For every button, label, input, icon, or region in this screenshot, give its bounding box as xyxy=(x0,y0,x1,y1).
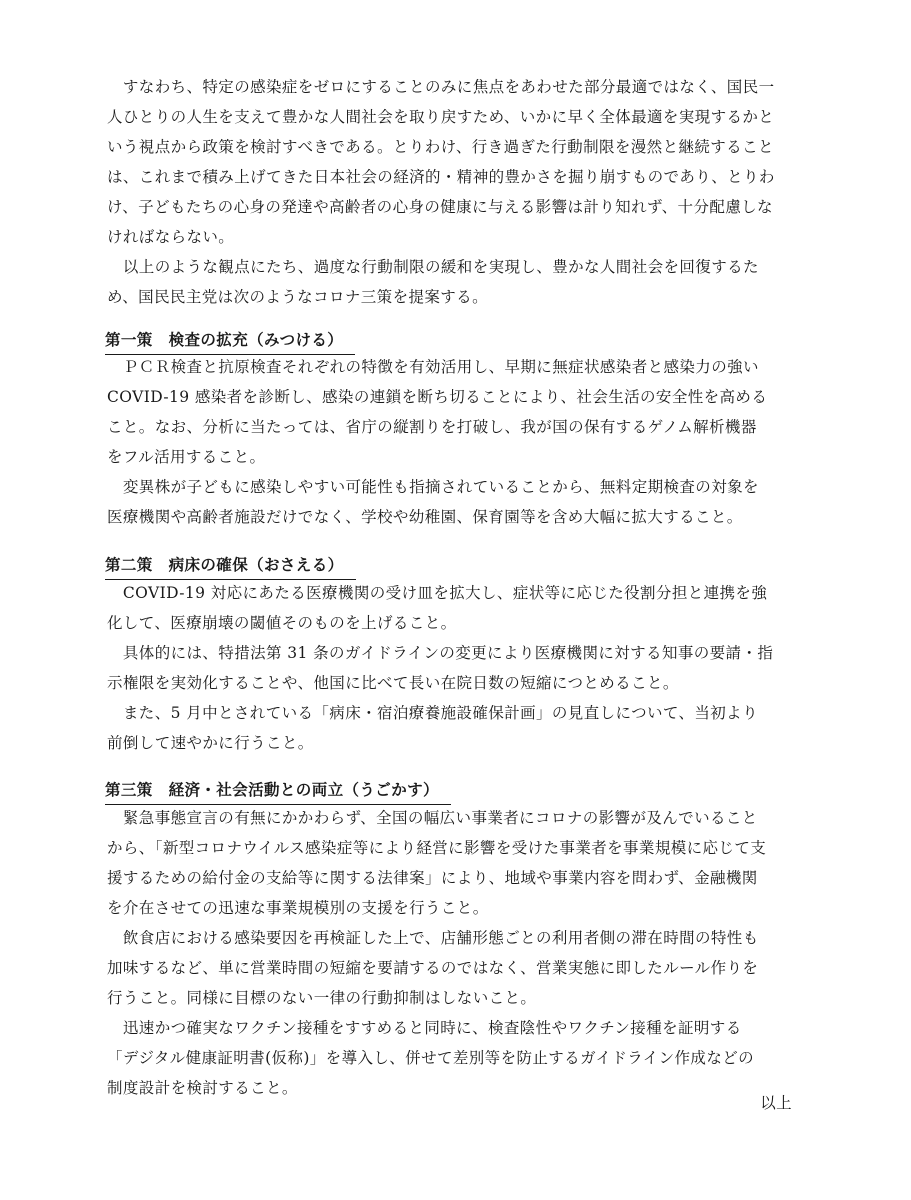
intro-paragraphs xyxy=(107,72,803,312)
section-3-line: 緊急事態宣言の有無にかかわらず、全国の幅広い事業者にコロナの影響が及んでいること xyxy=(107,809,758,827)
section-1-line: COVID-19 感染者を診断し、感染の連鎖を断ち切ることにより、社会生活の安全性を高める xyxy=(107,388,768,406)
intro-line: は、これまで積み上げてきた日本社会の経済的・精神的豊かさを掘り崩すものであり、とりわ xyxy=(107,168,775,186)
intro-line: ければならない。 xyxy=(107,228,235,246)
section-1-line: をフル活用すること。 xyxy=(107,448,266,466)
section-2-line: また、5 月中とされている「病床・宿泊療養施設確保計画」の見直しについて、当初より xyxy=(107,704,758,722)
section-1-line: 医療機関や高齢者施設だけでなく、学校や幼稚園、保育園等を含め大幅に拡大すること。 xyxy=(107,508,743,526)
section-1-body xyxy=(107,352,803,532)
section-1-line: 変異株が子どもに感染しやすい可能性も指摘されていることから、無料定期検査の対象を xyxy=(107,478,759,496)
section-2-line: 前倒して速やかに行うこと。 xyxy=(107,734,314,752)
intro-line: すなわち、特定の感染症をゼロにすることのみに焦点をあわせた部分最適ではなく、国民一 xyxy=(107,78,775,96)
section-2-line: 具体的には、特措法第 31 条のガイドラインの変更により医療機関に対する知事の要請・指 xyxy=(107,644,774,662)
section-1-line: ＰＣＲ検査と抗原検査それぞれの特徴を有効活用し、早期に無症状感染者と感染力の強い xyxy=(107,358,759,376)
section-heading-2: 第二策 病床の確保（おさえる） xyxy=(105,553,356,580)
intro-line: け、子どもたちの心身の発達や高齢者の心身の健康に与える影響は計り知れず、十分配慮しな xyxy=(107,198,773,216)
section-3-line: 行うこと。同様に目標のない一律の行動抑制はしないこと。 xyxy=(107,989,537,1007)
section-3-line: 飲食店における感染要因を再検証した上で、店舗形態ごとの利用者側の滞在時間の特性も xyxy=(107,929,759,947)
intro-line: 人ひとりの人生を支えて豊かな人間社会を取り戻すため、いかに早く全体最適を実現するかと xyxy=(107,108,775,126)
section-3-line: 援するための給付金の支給等に関する法律案」により、地域や事業内容を問わず、金融機関 xyxy=(107,869,758,887)
section-heading-3: 第三策 経済・社会活動との両立（うごかす） xyxy=(105,778,451,805)
section-1-line: こと。なお、分析に当たっては、省庁の縦割りを打破し、我が国の保有するゲノム解析機器 xyxy=(107,418,757,436)
intro-line: いう視点から政策を検討すべきである。とりわけ、行き過ぎた行動制限を漫然と継続すること xyxy=(107,138,774,156)
section-3-body xyxy=(107,803,803,1103)
section-2-line: COVID-19 対応にあたる医療機関の受け皿を拡大し、症状等に応じた役割分担と連携を強 xyxy=(107,584,768,602)
section-3-line: 加味するなど、単に営業時間の短縮を要請するのではなく、営業実態に即したルール作りを xyxy=(107,959,759,977)
section-2-line: 示権限を実効化することや、他国に比べて長い在院日数の短縮につとめること。 xyxy=(107,674,679,692)
section-3-line: から、「新型コロナウイルス感染症等により経営に影響を受けた事業者を事業規模に応じて支 xyxy=(107,839,767,857)
section-2-body xyxy=(107,578,803,758)
section-heading-1: 第一策 検査の拡充（みつける） xyxy=(105,328,355,355)
section-3-line: 迅速かつ確実なワクチン接種をすすめると同時に、検査陰性やワクチン接種を証明する xyxy=(107,1019,742,1037)
section-2-line: 化して、医療崩壊の閾値そのものを上げること。 xyxy=(107,614,457,632)
section-3-line: を介在させての迅速な事業規模別の支援を行うこと。 xyxy=(107,899,489,917)
intro-line: 以上のような観点にたち、過度な行動制限の緩和を実現し、豊かな人間社会を回復するた xyxy=(107,258,759,276)
intro-line: め、国民民主党は次のようなコロナ三策を提案する。 xyxy=(107,288,488,306)
section-3-line: 「デジタル健康証明書(仮称)」を導入し、併せて差別等を防止するガイドライン作成などの xyxy=(107,1049,755,1067)
section-3-line: 制度設計を検討すること。 xyxy=(107,1079,298,1097)
closing-mark: 以上 xyxy=(760,1094,792,1112)
